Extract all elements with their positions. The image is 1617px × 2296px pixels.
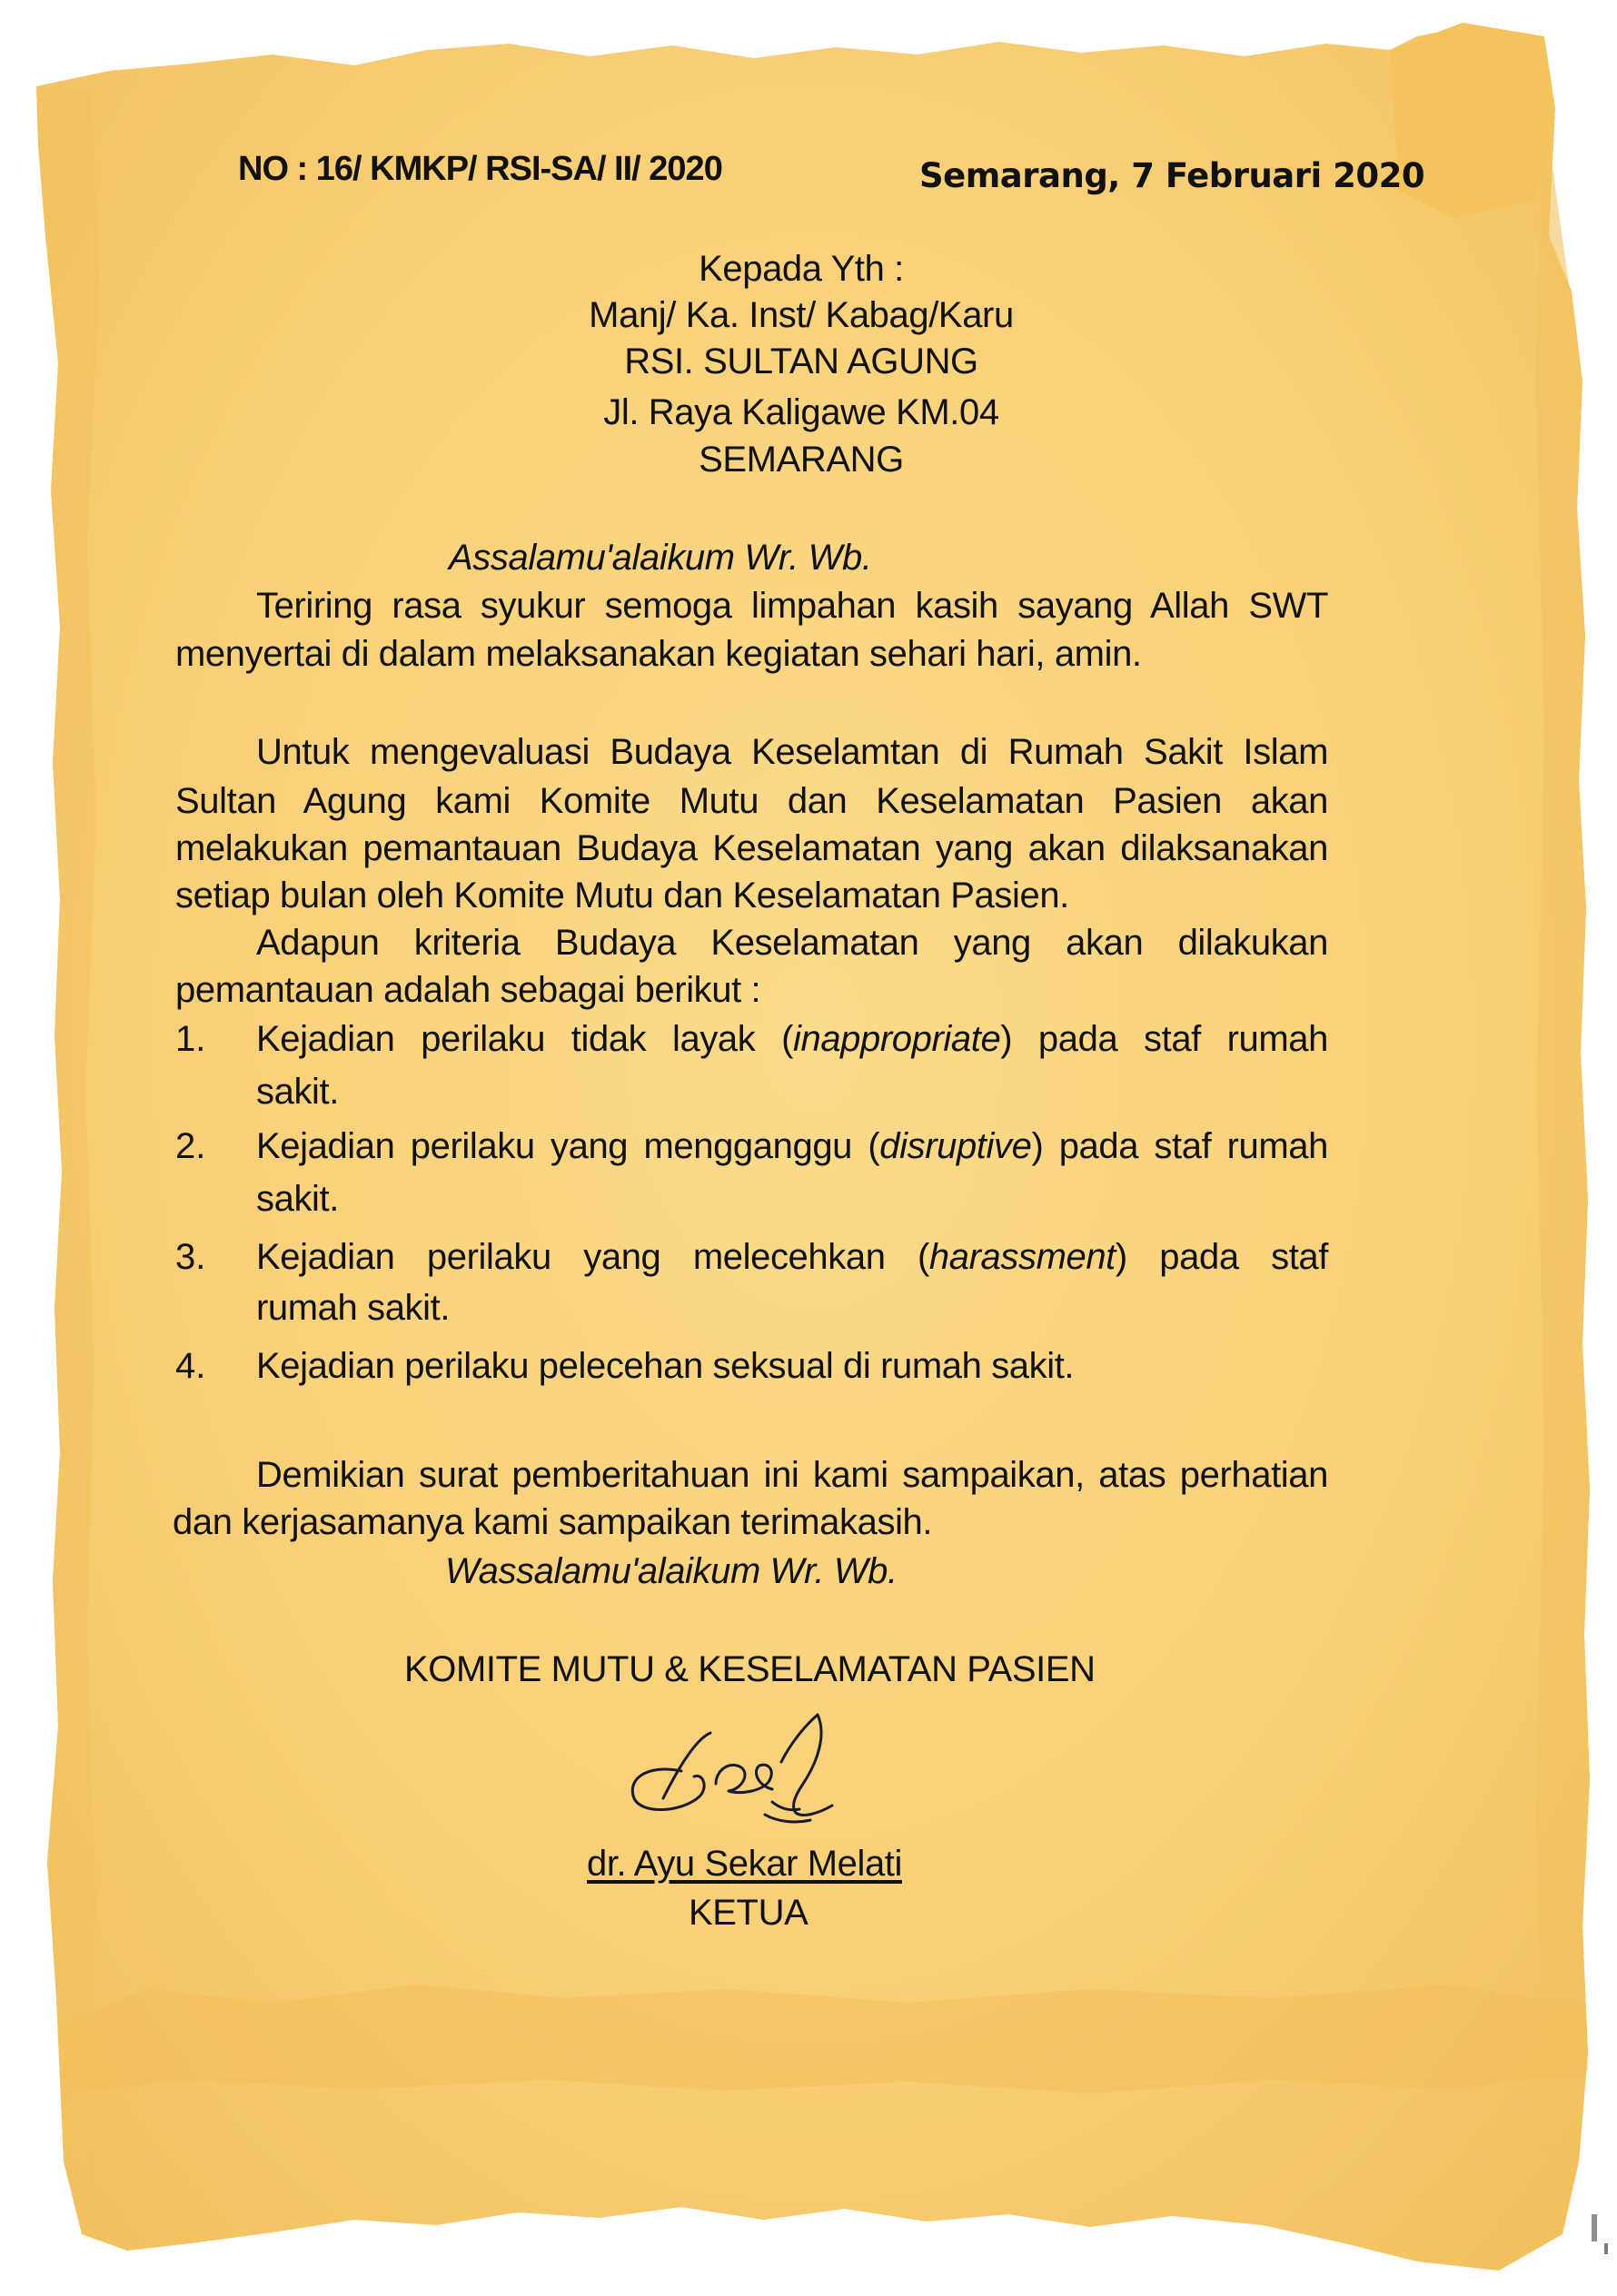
list-item-text: Kejadian perilaku pelecehan seksual di rumah sakit. xyxy=(256,1346,1075,1386)
handwritten-signature xyxy=(609,1707,872,1853)
list-item-text xyxy=(256,1017,1328,1061)
list-item-term: disruptive xyxy=(879,1126,1032,1166)
recipient-line-3: RSI. SULTAN AGUNG xyxy=(624,341,978,381)
closing-line-1: Demikian surat pemberitahuan ini kami sampaikan, atas perhatian xyxy=(256,1455,1328,1495)
signatory-title: KETUA xyxy=(689,1893,808,1933)
purpose-line-1: Untuk mengevaluasi Budaya Keselamtan di Rumah Sakit Islam xyxy=(256,732,1328,772)
signatory-name: dr. Ayu Sekar Melati xyxy=(587,1844,903,1884)
greeting: Assalamu'alaikum Wr. Wb. xyxy=(449,538,872,578)
closing-farewell: Wassalamu'alaikum Wr. Wb. xyxy=(445,1551,898,1591)
list-item-number: 1. xyxy=(175,1019,206,1059)
committee-name: KOMITE MUTU & KESELAMATAN PASIEN xyxy=(404,1649,1096,1689)
recipient-line-2: Manj/ Ka. Inst/ Kabag/Karu xyxy=(589,295,1014,335)
list-item-text-pre: Kejadian perilaku tidak layak ( xyxy=(256,1019,793,1059)
list-item-term: inappropriate xyxy=(793,1019,1001,1059)
list-item-number: 3. xyxy=(175,1237,206,1277)
list-item-text-post: ) pada staf rumah xyxy=(1031,1126,1328,1166)
list-item-continuation: sakit. xyxy=(256,1179,339,1219)
list-item-text xyxy=(256,1124,1328,1168)
letter-number: NO : 16/ KMKP/ RSI-SA/ II/ 2020 xyxy=(238,150,722,188)
list-item-number: 4. xyxy=(175,1346,206,1386)
purpose-line-2: Sultan Agung kami Komite Mutu dan Keselamatan Pasien akan xyxy=(175,781,1328,821)
list-item-text-post: ) pada staf rumah xyxy=(1000,1019,1328,1059)
criteria-intro-line-1: Adapun kriteria Budaya Keselamatan yang akan dilakukan xyxy=(256,923,1328,963)
recipient-line-1: Kepada Yth : xyxy=(699,249,904,289)
intro-line-1: Teriring rasa syukur semoga limpahan kasih sayang Allah SWT xyxy=(256,586,1328,626)
purpose-line-3: melakukan pemantauan Budaya Keselamatan yang akan dilaksanakan xyxy=(175,828,1328,868)
list-item-text-pre: Kejadian perilaku yang melecehkan ( xyxy=(256,1237,929,1277)
recipient-line-4: Jl. Raya Kaligawe KM.04 xyxy=(603,392,999,432)
purpose-line-4: setiap bulan oleh Komite Mutu dan Keselamatan Pasien. xyxy=(175,876,1069,915)
list-item-text-pre: Kejadian perilaku yang mengganggu ( xyxy=(256,1126,880,1166)
list-item-text xyxy=(256,1235,1328,1279)
closing-line-2: dan kerjasamanya kami sampaikan terimakasih. xyxy=(173,1502,933,1542)
recipient-line-5: SEMARANG xyxy=(699,440,904,480)
list-item-term: harassment xyxy=(928,1237,1116,1277)
list-item-continuation: sakit. xyxy=(256,1072,339,1112)
list-item-text-post: ) pada staf xyxy=(1115,1237,1328,1277)
letter-place-date: Semarang, 7 Februari 2020 xyxy=(919,156,1425,195)
criteria-intro-line-2: pemantauan adalah sebagai berikut : xyxy=(175,970,761,1010)
list-item-number: 2. xyxy=(175,1126,206,1166)
intro-line-2: menyertai di dalam melaksanakan kegiatan sehari hari, amin. xyxy=(175,634,1142,674)
list-item-continuation: rumah sakit. xyxy=(256,1288,451,1328)
